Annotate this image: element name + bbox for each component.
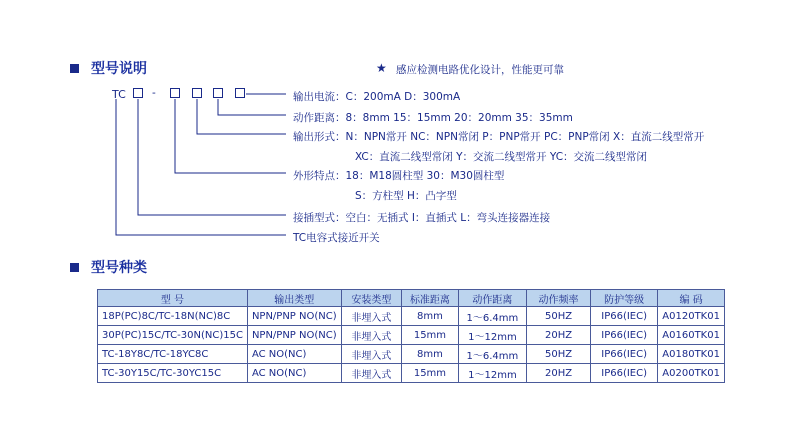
cell-code: A0160TK01 [658,326,725,345]
cell-protection: IP66(IEC) [591,307,658,326]
cell-operating-distance: 1～6.4mm [458,345,526,364]
code-dash: - [152,87,156,99]
header-output-type: 输出类型 [247,290,341,307]
cell-frequency: 20HZ [527,364,591,383]
spec-table [97,289,725,383]
cell-protection: IP66(IEC) [591,345,658,364]
cell-model: 18P(PC)8C/TC-18N(NC)8C [98,307,248,326]
cell-operating-distance: 1～12mm [458,364,526,383]
cell-mount-type: 非埋入式 [341,364,401,383]
cell-frequency: 50HZ [527,307,591,326]
header-mount-type: 安装类型 [341,290,401,307]
cell-operating-distance: 1～6.4mm [458,307,526,326]
cell-model: 30P(PC)15C/TC-30N(NC)15C [98,326,248,345]
table-row [98,307,725,326]
header-operating-distance: 动作距离 [458,290,526,307]
cell-mount-type: 非埋入式 [341,345,401,364]
cell-code: A0180TK01 [658,345,725,364]
legend-connection: 接插型式：空白：无插式 I：直插式 L：弯头连接器连接 [293,212,551,224]
section-title: 型号说明 [91,61,147,77]
cell-code: A0200TK01 [658,364,725,383]
square-bullet-icon [70,263,79,272]
cell-output-type: AC NO(NC) [247,364,341,383]
cell-frequency: 50HZ [527,345,591,364]
legend-shape-line2: S：方柱型 H：凸字型 [355,190,457,202]
cell-standard-distance: 8mm [402,307,459,326]
cell-standard-distance: 8mm [402,345,459,364]
section-heading-model-types [70,257,147,277]
code-prefix: TC [112,88,126,101]
header-standard-distance: 标准距离 [402,290,459,307]
legend-output-current: 输出电流：C：200mA D：300mA [293,91,461,103]
legend-type-name: TC电容式接近开关 [293,232,380,244]
cell-operating-distance: 1～12mm [458,326,526,345]
header-frequency: 动作频率 [527,290,591,307]
cell-code: A0120TK01 [658,307,725,326]
header-code: 编 码 [658,290,725,307]
legend-shape-line1: 外形特点：18：M18圆柱型 30：M30圆柱型 [293,170,505,182]
cell-model: TC-18Y8C/TC-18YC8C [98,345,248,364]
cell-protection: IP66(IEC) [591,364,658,383]
header-model: 型 号 [98,290,248,307]
cell-frequency: 20HZ [527,326,591,345]
cell-standard-distance: 15mm [402,326,459,345]
table-header-row [98,290,725,307]
legend-output-form-line2: XC：直流二线型常闭 Y：交流二线型常开 YC：交流二线型常闭 [355,151,648,163]
table-row [98,326,725,345]
cell-output-type: NPN/PNP NO(NC) [247,326,341,345]
section-title: 型号种类 [91,260,147,276]
cell-output-type: AC NO(NC) [247,345,341,364]
cell-protection: IP66(IEC) [591,326,658,345]
cell-output-type: NPN/PNP NO(NC) [247,307,341,326]
table-row [98,364,725,383]
legend-output-form-line1: 输出形式：N：NPN常开 NC：NPN常闭 P：PNP常开 PC：PNP常闭 X：直流二线型常开 [293,131,705,143]
cell-mount-type: 非埋入式 [341,307,401,326]
cell-standard-distance: 15mm [402,364,459,383]
cell-mount-type: 非埋入式 [341,326,401,345]
star-icon: ★ [376,61,387,75]
feature-note: 感应检测电路优化设计，性能更可靠 [396,64,564,76]
table-row [98,345,725,364]
legend-distance: 动作距离：8：8mm 15：15mm 20：20mm 35：35mm [293,112,573,124]
header-protection: 防护等级 [591,290,658,307]
cell-model: TC-30Y15C/TC-30YC15C [98,364,248,383]
